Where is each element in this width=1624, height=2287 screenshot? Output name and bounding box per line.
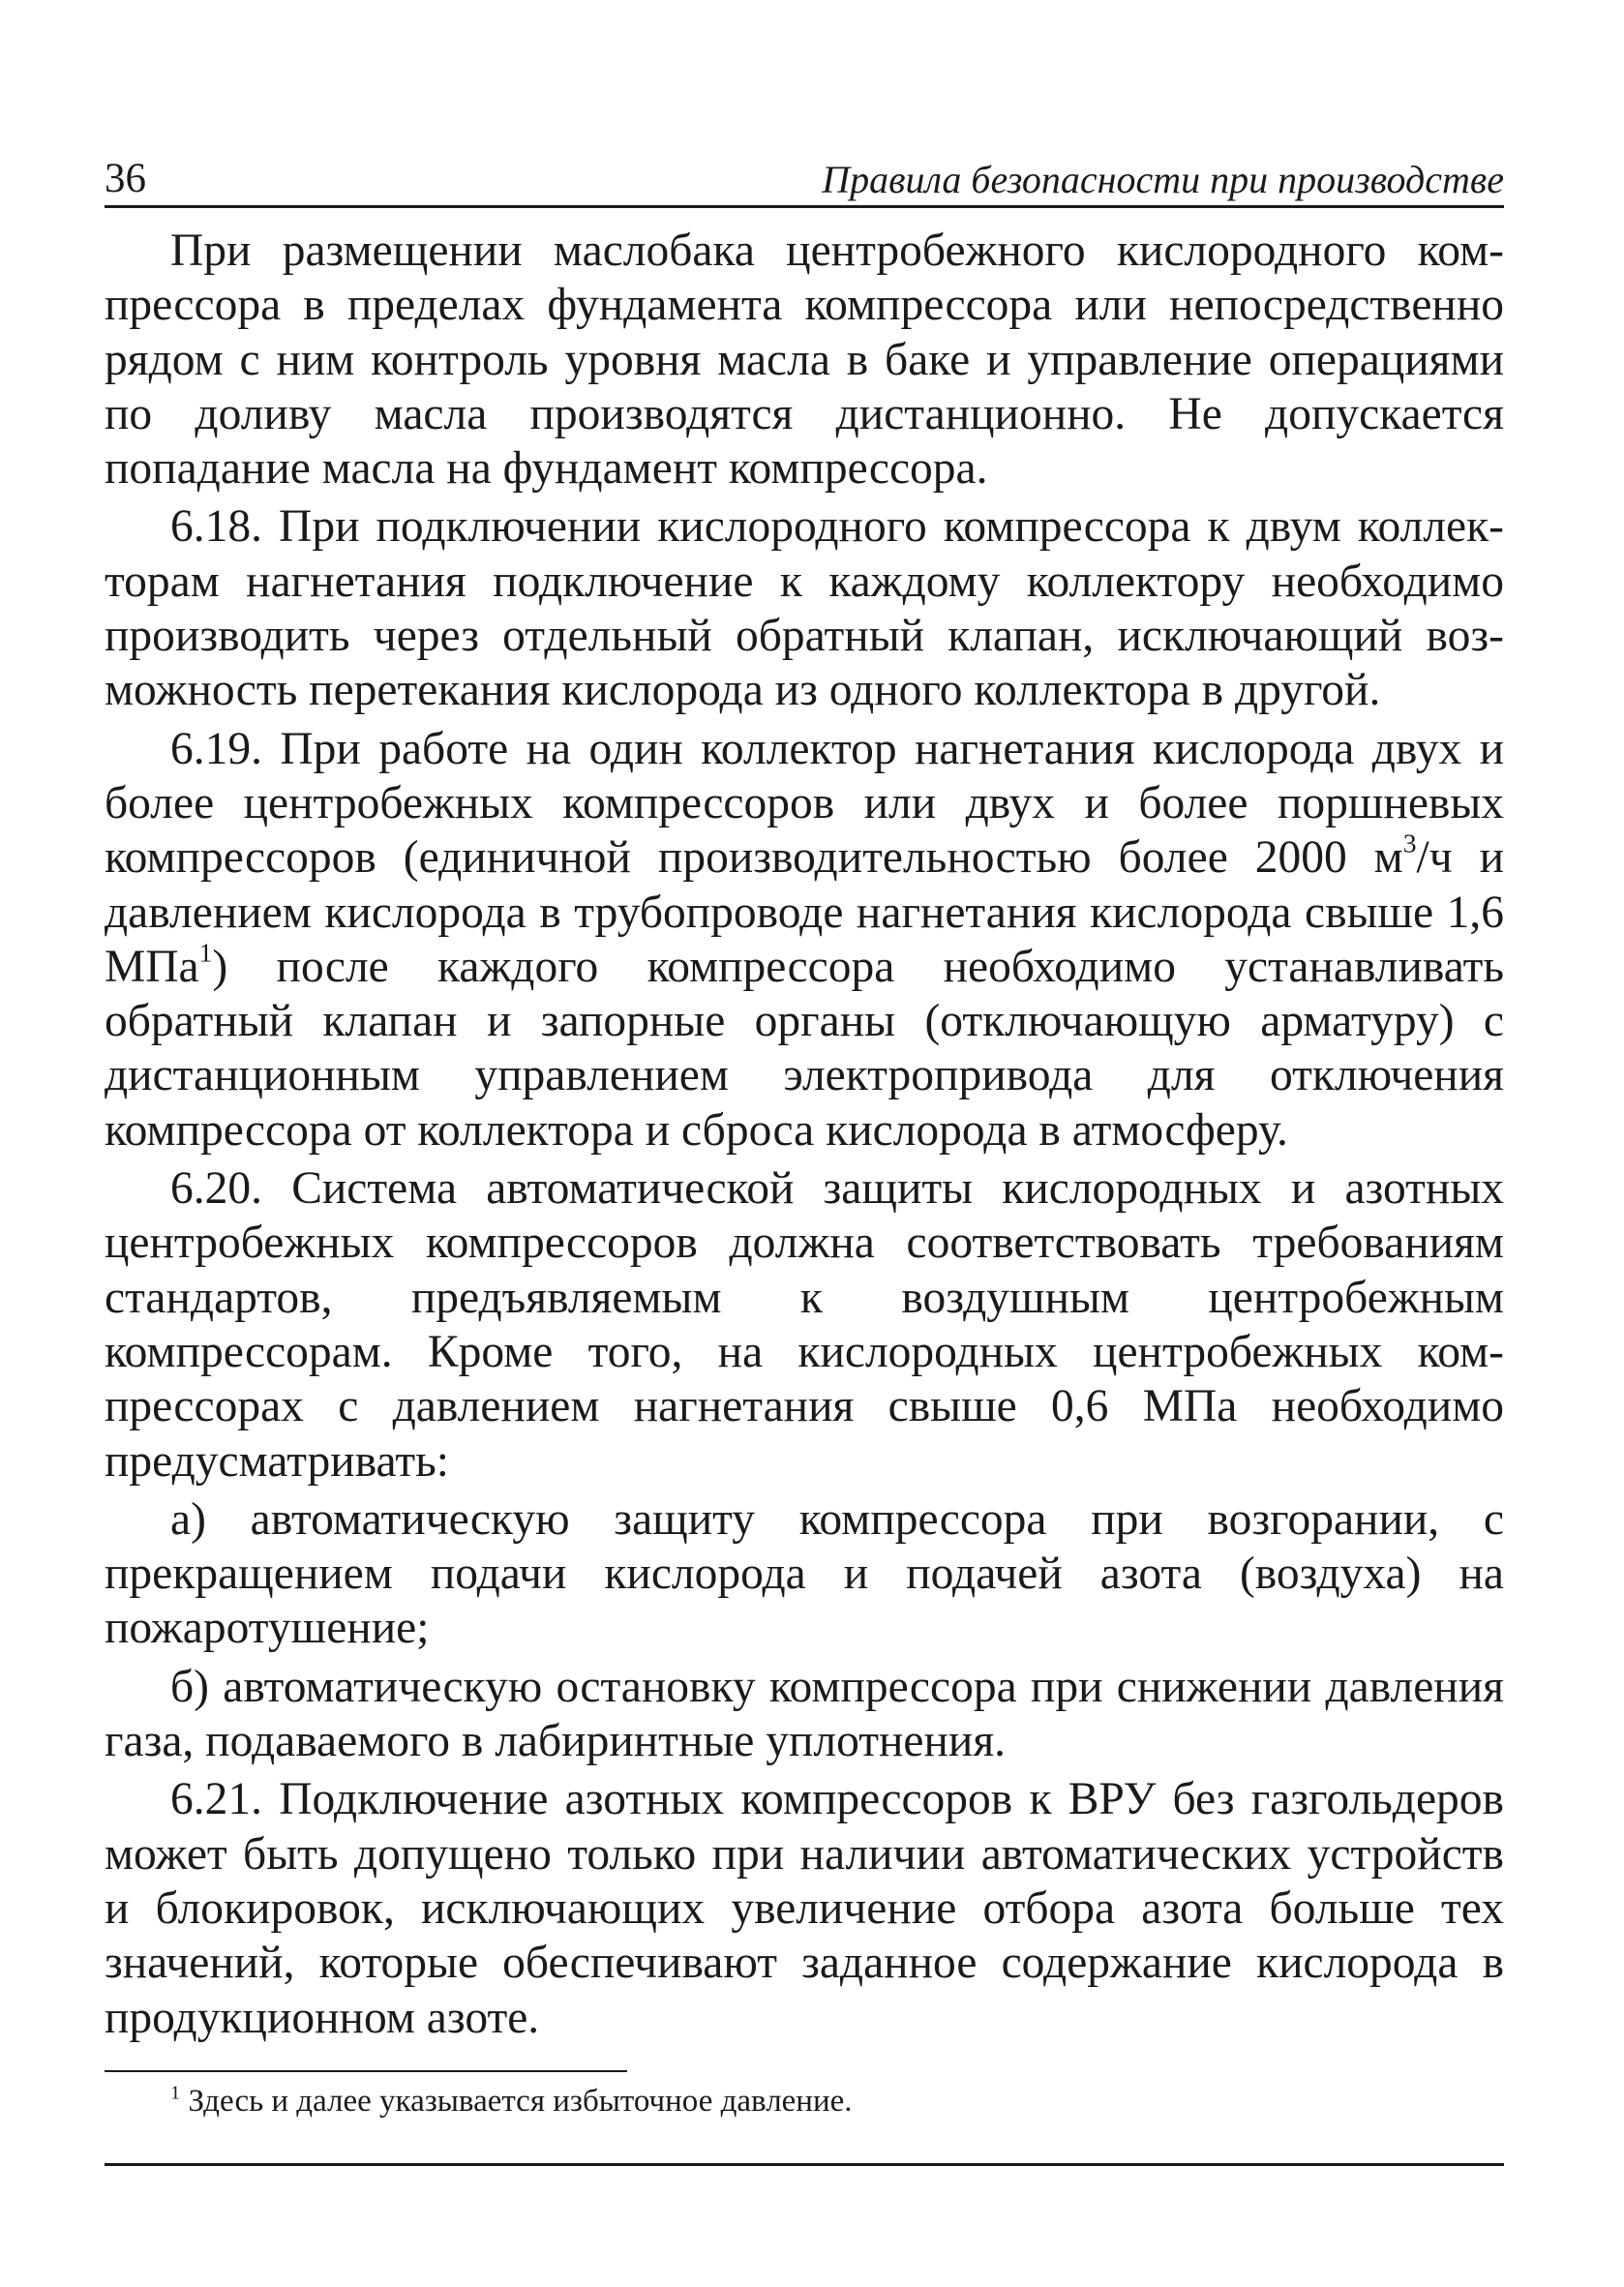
list-item-b: б) автоматическую остановку компрессора при снижении давления газа, подаваемого в лабиринтные уплотнения. [105, 1661, 1504, 1767]
body-text [105, 224, 1504, 2045]
page-header [105, 145, 1504, 208]
document-page [105, 145, 1504, 2166]
paragraph-oil-tank: При размещении маслобака центробежного кислородного компрессора в пределах фундамента компрессора или непосредственно рядом с ним контроль уровня масла в баке и управление операциями по доливу масла производятся дистанционно. Не допускается попадание масла на фундамент компрессора. [105, 226, 1504, 495]
page-number: 36 [105, 156, 146, 201]
superscript-cubic: 3 [1402, 828, 1417, 858]
footnote-text: Здесь и далее указывается избыточное давление. [180, 2083, 853, 2119]
paragraph-6-18: 6.18. При подключении кислородного компрессора к двум коллекторам нагнетания подключение к каждому коллектору необходимо производить через отдельный обратный клапан, исключающий возможность перетекания кислорода из одного коллектора в другой. [105, 501, 1504, 716]
paragraph-6-19-text-part3: ) после каждого компрессора необходимо устанавливать обратный клапан и запорные органы (отключающую арматуру) с дистанционным управлением электропривода для отключения компрессора от коллектора и сброса кислорода в атмосферу. [105, 941, 1504, 1156]
footnote [105, 2082, 1504, 2121]
page-bottom-rule [105, 2163, 1504, 2166]
paragraph-6-21: 6.21. Подключение азотных компрессоров к ВРУ без газгольдеров может быть допущено только при наличии автоматических устройств и блокировок, исключающих увеличение отбора азота больше тех значений, которые обеспечивают заданное содержание кислорода в продукционном азоте. [105, 1774, 1504, 2043]
paragraph-6-19-text-part2: /ч и давлением кислорода в трубопроводе нагнетания кислорода свыше 1,6 МПа [105, 832, 1504, 992]
paragraph-6-19-text-part1: 6.19. При работе на один коллектор нагнетания кислорода двух и более центробежных компрессоров или двух и более поршневых компрессоров (единичной производительностью более 2000 м [105, 723, 1504, 884]
list-item-a: а) автоматическую защиту компрессора при возгорании, с прекращением подачи кислорода и подачей азота (воздуха) на пожаротушение; [105, 1493, 1504, 1654]
paragraph-6-19 [105, 722, 1504, 1158]
paragraph-6-20: 6.20. Система автоматической защиты кислородных и азотных центробежных компрессоров должна соответствовать требованиям стандартов, предъявляемым к воздушным центробежным компрессорам. Кроме того, на кислородных центробежных компрессорах с давлением нагнетания свыше 0,6 МПа необходимо предусматривать: [105, 1163, 1504, 1487]
footnote-reference: 1 [198, 937, 213, 968]
footnote-marker: 1 [170, 2082, 181, 2104]
running-title: Правила безопасности при производстве [822, 158, 1504, 201]
footnote-separator [105, 2070, 627, 2072]
